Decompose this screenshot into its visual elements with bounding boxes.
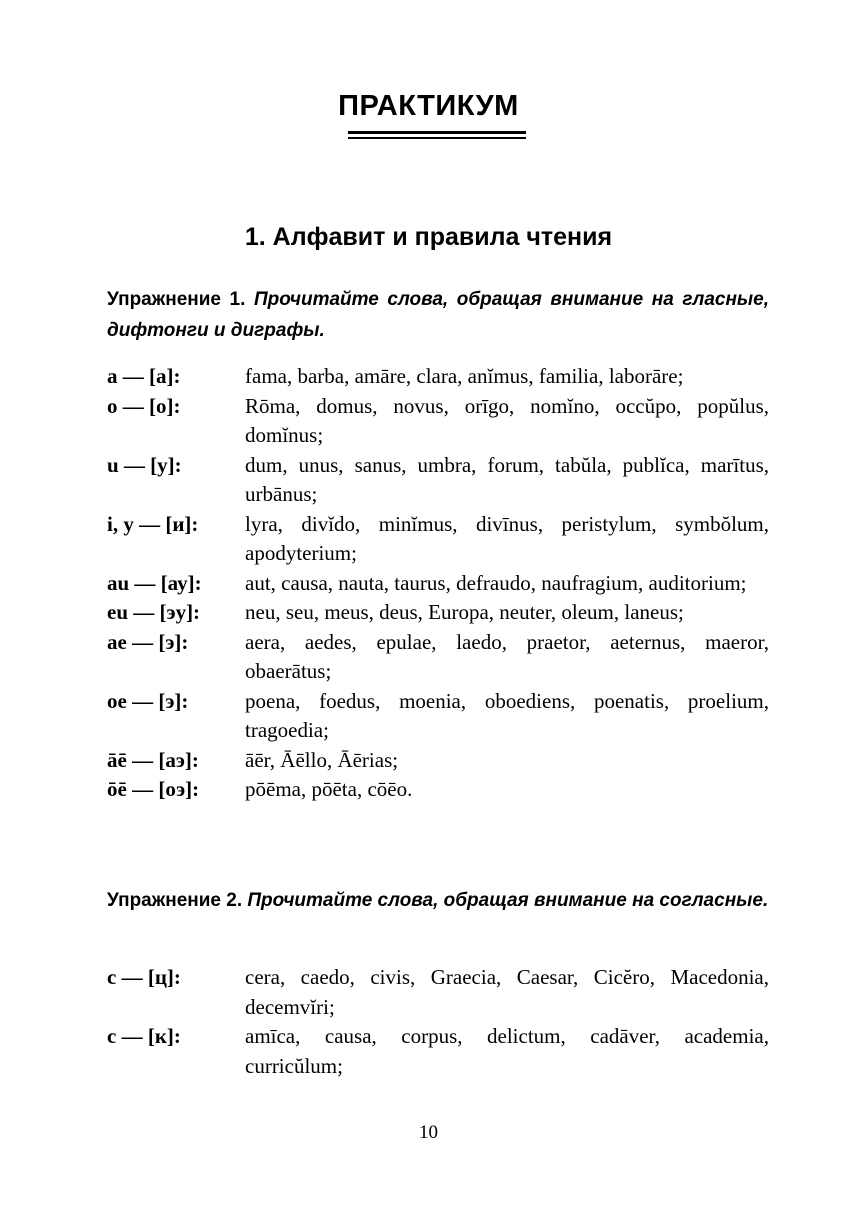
rule-sound: u — [у]: <box>107 452 182 477</box>
rule-sound: c — [ц]: <box>107 965 181 989</box>
rule-examples: Rōma, domus, novus, orīgo, nomĭno, occŭpo, popŭlus, domĭnus; <box>245 393 769 447</box>
rule-sound: o — [о]: <box>107 393 181 418</box>
rule-row <box>107 628 769 687</box>
exercise-label: Упражнение 1. <box>107 289 246 310</box>
rule-examples: āēr, Āēllo, Āērias; <box>245 747 399 772</box>
rule-row <box>107 598 769 628</box>
reading-rules-consonants <box>107 963 769 1081</box>
reading-rules-vowels <box>107 362 769 805</box>
title-underline-thin <box>348 137 526 139</box>
rule-examples: aut, causa, nauta, taurus, defraudo, naufragium, auditorium; <box>245 570 747 595</box>
exercise-1-heading <box>107 284 769 346</box>
rule-examples: cera, caedo, civis, Graecia, Caesar, Cicĕro, Macedonia, decemvĭri; <box>245 965 769 1019</box>
rule-sound: au — [ау]: <box>107 570 202 595</box>
rule-row <box>107 510 769 569</box>
rule-examples: poena, foedus, moenia, oboediens, poenatis, proelium, tragoedia; <box>245 688 769 742</box>
rule-examples: amīca, causa, corpus, delictum, cadāver, academia, curricŭlum; <box>245 1024 769 1078</box>
exercise-2-heading <box>107 885 769 916</box>
rule-examples: neu, seu, meus, deus, Europa, neuter, oleum, laneus; <box>245 600 684 624</box>
section-title: 1. Алфавит и правила чтения <box>244 223 613 251</box>
rule-row <box>107 451 769 510</box>
rule-sound: c — [к]: <box>107 1024 181 1048</box>
page-title: ПРАКТИКУМ <box>338 90 519 122</box>
rule-examples: aera, aedes, epulae, laedo, praetor, aeternus, maeror, obaerātus; <box>245 629 769 683</box>
rule-row <box>107 569 769 599</box>
rule-sound: ae — [э]: <box>107 629 189 654</box>
rule-row <box>107 746 769 776</box>
rule-row <box>107 963 769 1022</box>
page-number: 10 <box>419 1122 438 1143</box>
rule-examples: lyra, divĭdo, minĭmus, divīnus, peristylum, symbŏlum, apodyterium; <box>245 511 769 565</box>
rule-examples: pōēma, pōēta, cōēo. <box>245 777 413 801</box>
rule-row <box>107 1022 769 1081</box>
exercise-instruction: Прочитайте слова, обращая внимание на согласные. <box>247 890 769 911</box>
rule-examples: fama, barba, amāre, clara, anĭmus, familia, laborāre; <box>245 364 684 388</box>
rule-row <box>107 362 769 392</box>
rule-row <box>107 775 769 805</box>
rule-sound: oe — [э]: <box>107 688 189 713</box>
rule-sound: eu — [эу]: <box>107 600 201 624</box>
rule-row <box>107 392 769 451</box>
rule-sound: a — [а]: <box>107 364 181 388</box>
rule-sound: āē — [аэ]: <box>107 747 199 772</box>
rule-sound: ōē — [оэ]: <box>107 777 200 801</box>
rule-examples: dum, unus, sanus, umbra, forum, tabŭla, publĭca, marītus, urbānus; <box>245 452 769 506</box>
exercise-label: Упражнение 2. <box>107 890 243 911</box>
exercise-instruction: Прочитайте слова, обращая внимание на гласные, дифтонги и диграфы. <box>107 289 770 341</box>
rule-row <box>107 687 769 746</box>
rule-sound: i, y — [и]: <box>107 511 199 536</box>
title-underline-thick <box>348 131 526 134</box>
